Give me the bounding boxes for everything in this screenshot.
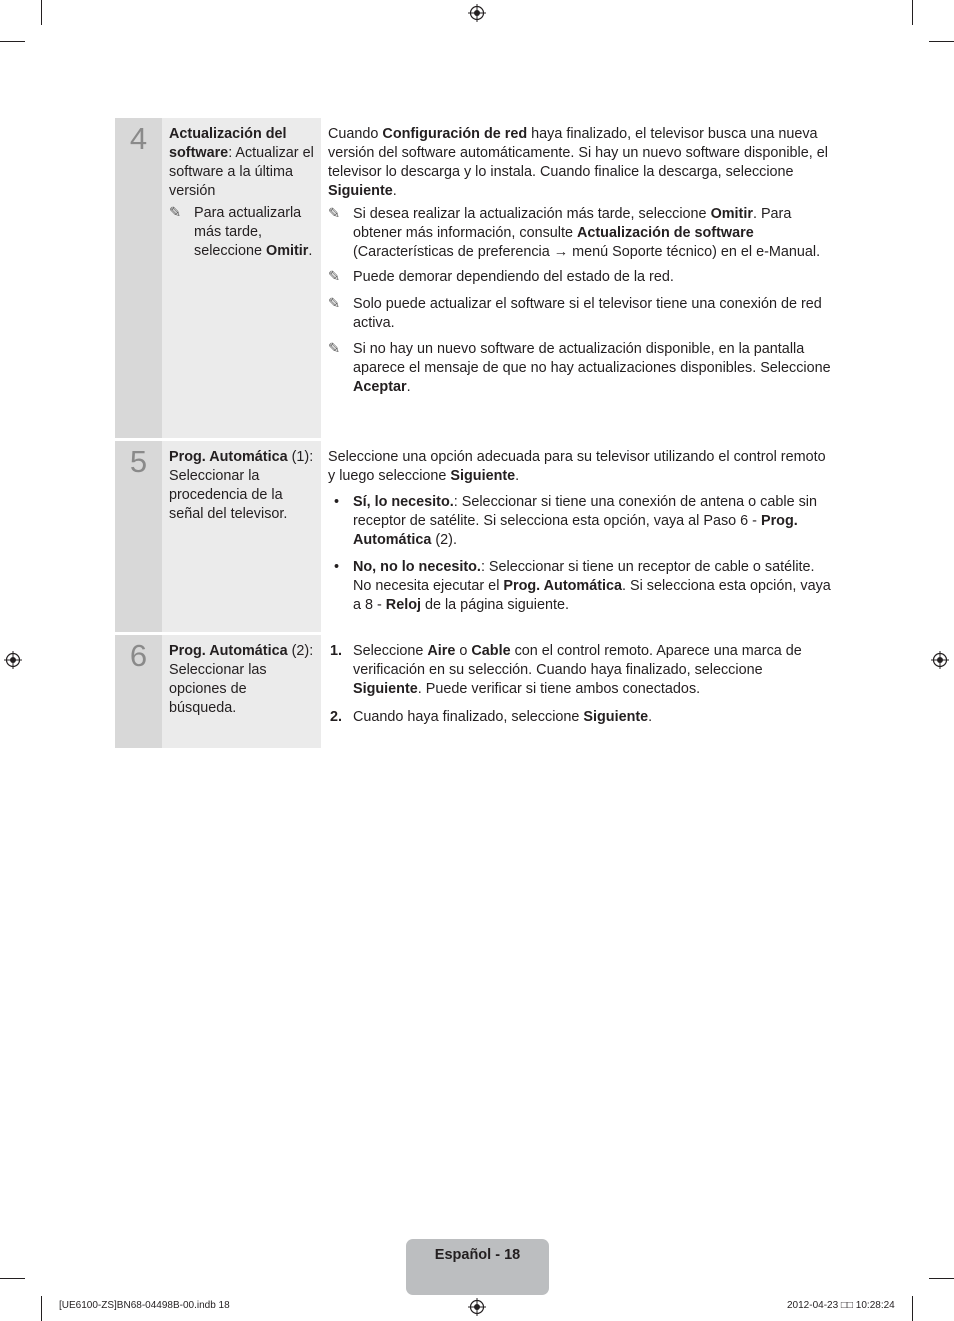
registration-mark-icon [468, 4, 486, 22]
text: Seleccione una opción adecuada para su televisor utilizando el control remoto y luego seleccione [328, 449, 826, 484]
text: Cuando haya finalizado, seleccione [353, 709, 584, 725]
bold-text: Siguiente [353, 681, 418, 697]
text: Cuando [328, 126, 383, 142]
pencil-note-icon: ✎ [328, 296, 341, 312]
page-number-tab [406, 1239, 549, 1295]
pencil-note-icon: ✎ [328, 206, 341, 222]
step-row-4 [115, 118, 829, 438]
bold-text: Siguiente [583, 709, 649, 725]
text: de la página siguiente. [420, 597, 570, 613]
text: : Seleccionar si tiene una conexión de antena o cable sin receptor de satélite. Si selecciona esta opción, vaya al Paso 6 - [353, 494, 817, 529]
pencil-note-icon: ✎ [328, 269, 341, 285]
step-body [328, 635, 832, 727]
list-number: 1. [330, 643, 343, 659]
text: . Si selecciona esta opción, vaya a 8 - [353, 578, 831, 613]
list-item [328, 558, 832, 615]
list-item [328, 493, 832, 550]
list-item [328, 642, 832, 699]
note [328, 268, 832, 287]
text: . Puede verificar si tiene ambos conectados. [417, 681, 701, 697]
step-intro [328, 125, 832, 201]
pencil-note-icon: ✎ [328, 341, 341, 357]
step-title: Actualización del software [169, 126, 287, 161]
list-item [328, 708, 832, 727]
list-number: 2. [330, 709, 343, 725]
crop-mark [0, 1278, 25, 1279]
step-number: 6 [115, 635, 162, 748]
registration-mark-icon [468, 1298, 486, 1316]
text: (Características de preferencia → menú Soporte técnico) en el e-Manual. [353, 244, 821, 260]
text: Solo puede actualizar el software si el televisor tiene una conexión de red activa. [353, 296, 822, 331]
bold-text: Reloj [385, 597, 421, 613]
bullet-dot: • [334, 559, 340, 575]
step-description: (2): Seleccionar las opciones de búsqueda. [169, 643, 314, 716]
text: o [455, 643, 472, 659]
text: haya finalizado, el televisor busca una nueva versión del software automáticamente. Si hay un nuevo software disponible, el televisor lo descarga y lo instala. Cuando finalice la descarga, seleccione [328, 126, 828, 180]
step-row-6 [115, 635, 829, 748]
step-title-cell [162, 635, 321, 748]
step-title: Prog. Automática [169, 449, 288, 465]
crop-mark [912, 1296, 913, 1321]
step-title: Prog. Automática [169, 643, 288, 659]
text: . [648, 709, 653, 725]
text: . [515, 468, 520, 484]
pencil-note-icon: ✎ [169, 205, 182, 221]
note-text: . [308, 243, 313, 259]
crop-mark [41, 1296, 42, 1321]
step-description: : Actualizar el software a la última versión [169, 145, 314, 199]
step-body [328, 118, 832, 397]
slug-filename: [UE6100-ZS]BN68-04498B-00.indb 18 [59, 1300, 230, 1311]
text: . Para obtener más información, consulte [353, 206, 792, 241]
text: Si desea realizar la actualización más tarde, seleccione [353, 206, 711, 222]
text: con el control remoto. Aparece una marca de verificación en su selección. Cuando haya finalizado, seleccione [353, 643, 802, 678]
bold-text: Prog. Automática [503, 578, 622, 594]
step-row-5 [115, 441, 829, 632]
text: : Seleccionar si tiene un receptor de cable o satélite. No necesita ejecutar el [353, 559, 815, 594]
text: . [406, 379, 411, 395]
bold-text: Configuración de red [382, 126, 528, 142]
bold-text: Siguiente [450, 468, 516, 484]
crop-mark [912, 0, 913, 25]
note [328, 295, 832, 333]
note [169, 204, 315, 261]
step-intro [328, 448, 832, 486]
text: Si no hay un nuevo software de actualización disponible, en la pantalla aparece el mensaje de que no hay actualizaciones disponibles. Seleccione [353, 341, 831, 376]
text: Seleccione [353, 643, 428, 659]
bold-text: Aire [427, 643, 456, 659]
page-number: Español - 18 [434, 1247, 521, 1263]
text: Puede demorar dependiendo del estado de la red. [353, 269, 674, 285]
step-title-cell [162, 118, 321, 438]
bold-text: Aceptar [353, 379, 407, 395]
crop-mark [929, 41, 954, 42]
step-number: 5 [115, 441, 162, 632]
bold-text: Sí, lo necesito. [353, 494, 454, 510]
bold-text: Cable [471, 643, 511, 659]
bold-text: Omitir [710, 206, 753, 222]
note [328, 340, 832, 397]
text: . [392, 183, 397, 199]
crop-mark [0, 41, 25, 42]
bold-text: No, no lo necesito. [353, 559, 481, 575]
bold-text: Siguiente [328, 183, 393, 199]
crop-mark [41, 0, 42, 25]
note-text: Para actualizarla más tarde, seleccione [194, 205, 302, 259]
note [328, 205, 832, 262]
registration-mark-icon [4, 651, 22, 669]
slug-datetime: 2012-04-23 □□ 10:28:24 [787, 1300, 895, 1311]
step-description: (1): Seleccionar la procedencia de la señal del televisor. [169, 449, 314, 522]
step-body [328, 441, 832, 615]
note-bold: Omitir [266, 243, 309, 259]
text: (2). [431, 532, 457, 548]
step-title-cell [162, 441, 321, 632]
crop-mark [929, 1278, 954, 1279]
bold-text: Actualización de software [576, 225, 754, 241]
bullet-dot: • [334, 494, 340, 510]
registration-mark-icon [931, 651, 949, 669]
bold-text: Prog. Automática [353, 513, 798, 548]
step-number: 4 [115, 118, 162, 438]
